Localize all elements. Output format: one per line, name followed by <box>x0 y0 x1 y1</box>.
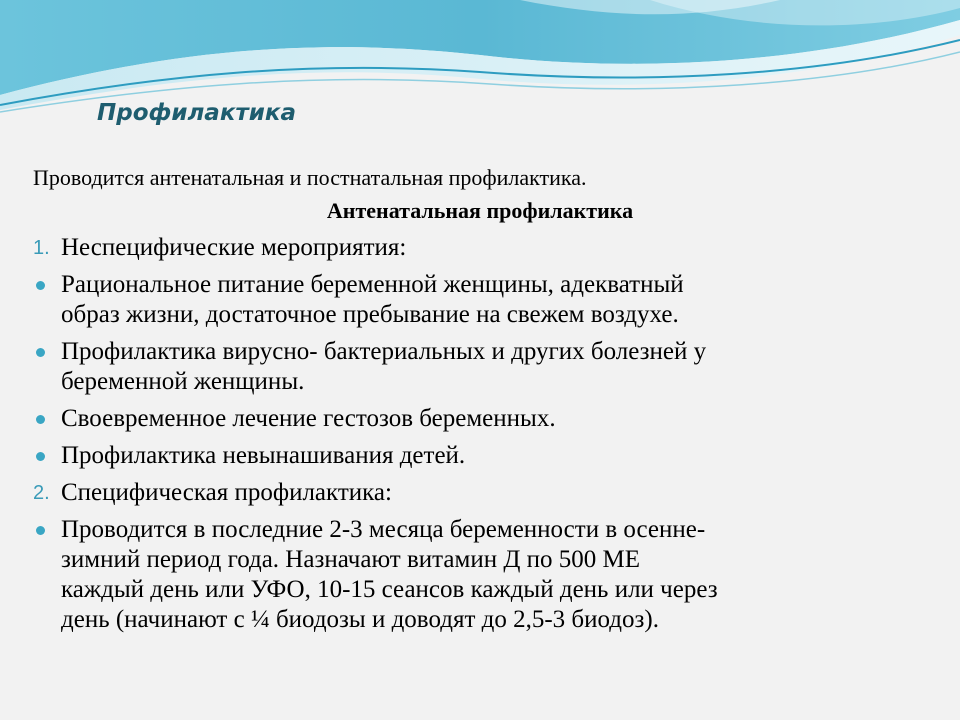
list-item <box>33 515 933 635</box>
section-subtitle: Антенатальная профилактика <box>326 198 634 223</box>
list-number: 2. <box>33 482 50 504</box>
slide-title: Профилактика <box>97 100 297 126</box>
list-item <box>33 404 933 434</box>
bullet-icon <box>36 526 45 535</box>
list-item-text: Специфическая профилактика: <box>61 479 392 506</box>
list-item-text: день (начинают с ¼ биодозы и доводят до 2,5-3 биодоз). <box>61 606 659 633</box>
list-item-text: Своевременное лечение гестозов беременных. <box>61 405 556 432</box>
list-item-text: каждый день или УФО, 10-15 сеансов каждый день или через <box>61 576 718 603</box>
bullet-icon <box>36 348 45 357</box>
intro-text: Проводится антенатальная и постнатальная профилактика. <box>33 165 587 190</box>
list-item <box>33 441 933 471</box>
list-item-text: Профилактика невынашивания детей. <box>61 442 466 469</box>
list-item-text: Рациональное питание беременной женщины, адекватный <box>61 271 684 298</box>
list-item-text: зимний период года. Назначают витамин Д по 500 МЕ <box>61 546 641 573</box>
list-item <box>33 337 933 397</box>
list-number: 1. <box>33 237 50 259</box>
list-item-text: образ жизни, достаточное пребывание на свежем воздухе. <box>61 301 679 328</box>
bullet-icon <box>36 415 45 424</box>
bullet-icon <box>36 281 45 290</box>
list-item-text: Неспецифические мероприятия: <box>61 234 407 261</box>
list-item-text: Профилактика вирусно- бактериальных и других болезней у <box>61 338 707 365</box>
list-item-nonspecific <box>33 233 933 263</box>
bullet-icon <box>36 452 45 461</box>
list-item-specific <box>33 478 933 508</box>
list-item <box>33 270 933 330</box>
list-item-text: беременной женщины. <box>61 368 305 395</box>
content-list <box>33 233 933 635</box>
list-item-text: Проводится в последние 2-3 месяца беременности в осенне- <box>61 516 706 543</box>
